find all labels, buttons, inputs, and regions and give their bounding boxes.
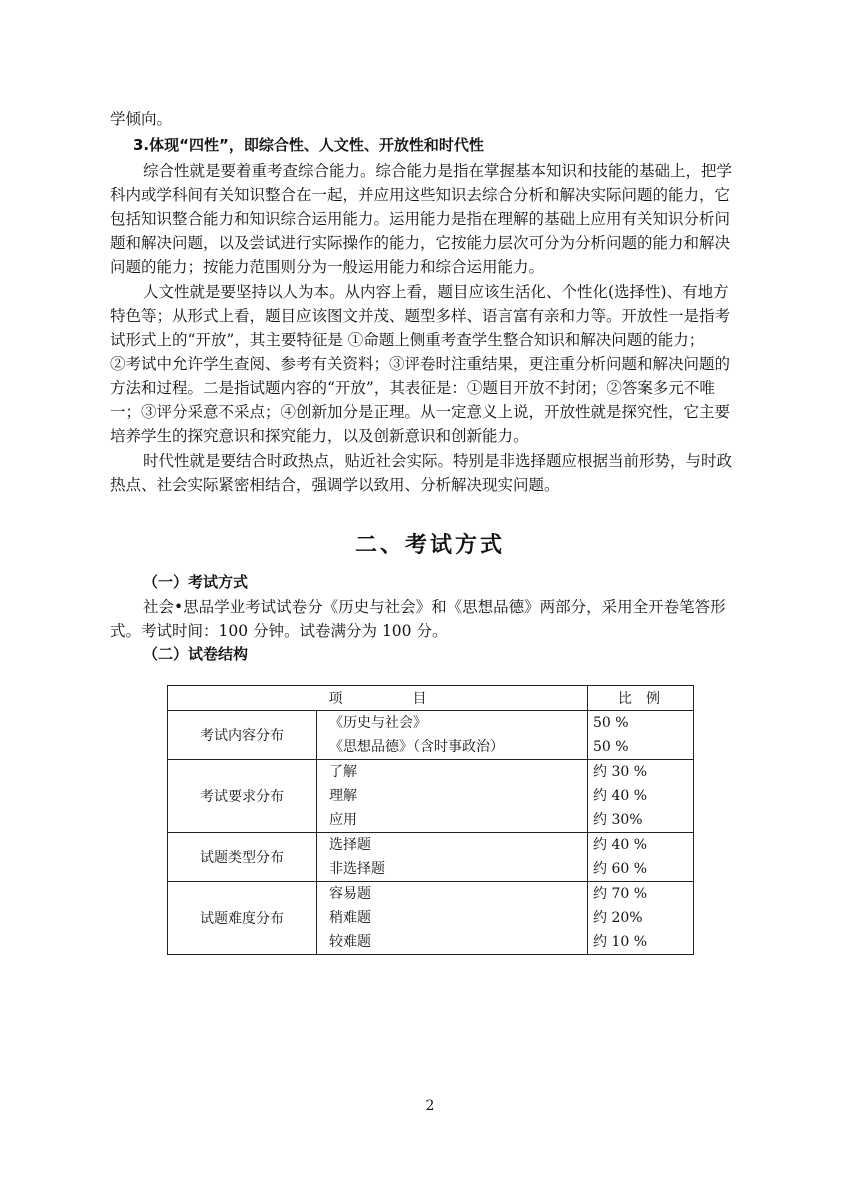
heading-four-characteristics: 3.体现“四性”，即综合性、人文性、开放性和时代性: [133, 136, 484, 154]
header-ratio: 比 例: [588, 686, 694, 711]
item-text: 容易题: [329, 886, 371, 902]
paragraph-line: 人文性就是要坚持以人为本。从内容上看，题目应该生活化、个性化(选择性)、有地方: [143, 283, 729, 301]
paragraph-line: 问题的能力；按能力范围则分为一般运用能力和综合运用能力。: [110, 258, 545, 276]
item-text: 《思想品德》（含时事政治）: [329, 739, 504, 755]
item-text: 较难题: [329, 934, 371, 950]
item-text: 应用: [329, 812, 357, 828]
paragraph-line: 试形式上的“开放”，其主要特征是 ①命题上侧重考查学生整合知识和解决问题的能力；: [110, 331, 705, 349]
ratio-text: 约 70 %: [593, 886, 648, 902]
ratio-text: 约 30 %: [593, 764, 648, 780]
paragraph-line: 学倾向。: [110, 110, 173, 128]
group-label: 试题难度分布: [168, 882, 317, 955]
paragraph-line: 一；③评分采意不采点；④创新加分是正理。从一定意义上说，开放性就是探究性，它主要: [110, 403, 731, 421]
item-text: 稍难题: [329, 910, 371, 926]
ratio-text: 约 40 %: [593, 788, 648, 804]
group-label: 试题类型分布: [168, 833, 317, 882]
paragraph-line: ②考试中允许学生查阅、参考有关资料；③评卷时注重结果，更注重分析问题和解决问题的: [110, 355, 731, 373]
item-text: 理解: [329, 788, 357, 804]
paragraph-line: 方法和过程。二是指试题内容的“开放”，其表征是：①题目开放不封闭；②答案多元不唯: [110, 379, 715, 397]
ratio-cell: [588, 882, 694, 955]
item-text: 选择题: [329, 837, 371, 853]
paragraph-line: 题和解决问题，以及尝试进行实际操作的能力，它按能力层次可分为分析问题的能力和解决: [110, 234, 731, 252]
ratio-text: 约 40 %: [593, 837, 648, 853]
ratio-text: 50 %: [593, 715, 629, 731]
ratio-cell: [588, 833, 694, 882]
table-row: [168, 711, 694, 760]
paragraph-line: 时代性就是要结合时政热点，贴近社会实际。特别是非选择题应根据当前形势，与时政: [143, 452, 733, 470]
paragraph-line: 包括知识整合能力和知识综合运用能力。运用能力是指在理解的基础上应用有关知识分析问: [110, 210, 731, 228]
paragraph-line: 社会•思品学业考试试卷分《历史与社会》和《思想品德》两部分，采用全开卷笔答形: [143, 598, 726, 616]
header-item: 项 目: [168, 686, 588, 711]
subsection-heading: （一）考试方式: [143, 573, 249, 591]
item-cell: [317, 760, 588, 833]
paragraph-line: 热点、社会实际紧密相结合，强调学以致用、分析解决现实问题。: [110, 476, 560, 494]
paragraph-line: 式。考试时间：100 分钟。试卷满分为 100 分。: [110, 622, 448, 640]
ratio-text: 约 30%: [593, 812, 643, 828]
ratio-cell: [588, 760, 694, 833]
group-label: 考试要求分布: [168, 760, 317, 833]
section-title: 二、考试方式: [354, 532, 505, 558]
exam-structure-table: [167, 685, 694, 955]
item-cell: [317, 882, 588, 955]
group-label: 考试内容分布: [168, 711, 317, 760]
table-row: [168, 833, 694, 882]
ratio-text: 约 60 %: [593, 861, 648, 877]
subsection-heading: （二）试卷结构: [143, 645, 249, 663]
table-row: [168, 882, 694, 955]
paragraph-line: 培养学生的探究意识和探究能力，以及创新意识和创新能力。: [110, 427, 529, 445]
ratio-cell: [588, 711, 694, 760]
ratio-text: 50 %: [593, 739, 629, 755]
item-cell: [317, 833, 588, 882]
paragraph-line: 特色等；从形式上看，题目应该图文并茂、题型多样、语言富有亲和力等。开放性一是指考: [110, 307, 731, 325]
ratio-text: 约 20%: [593, 910, 643, 926]
paragraph-line: 综合性就是要着重考查综合能力。综合能力是指在掌握基本知识和技能的基础上，把学: [143, 162, 733, 180]
item-cell: [317, 711, 588, 760]
item-text: 了解: [329, 764, 357, 780]
item-text: 非选择题: [329, 861, 385, 877]
table-header-row: [168, 686, 694, 711]
ratio-text: 约 10 %: [593, 934, 648, 950]
paragraph-line: 科内或学科间有关知识整合在一起，并应用这些知识去综合分析和解决实际问题的能力，它: [110, 186, 731, 204]
page-number: 2: [425, 1098, 435, 1114]
table-row: [168, 760, 694, 833]
item-text: 《历史与社会》: [329, 715, 427, 731]
